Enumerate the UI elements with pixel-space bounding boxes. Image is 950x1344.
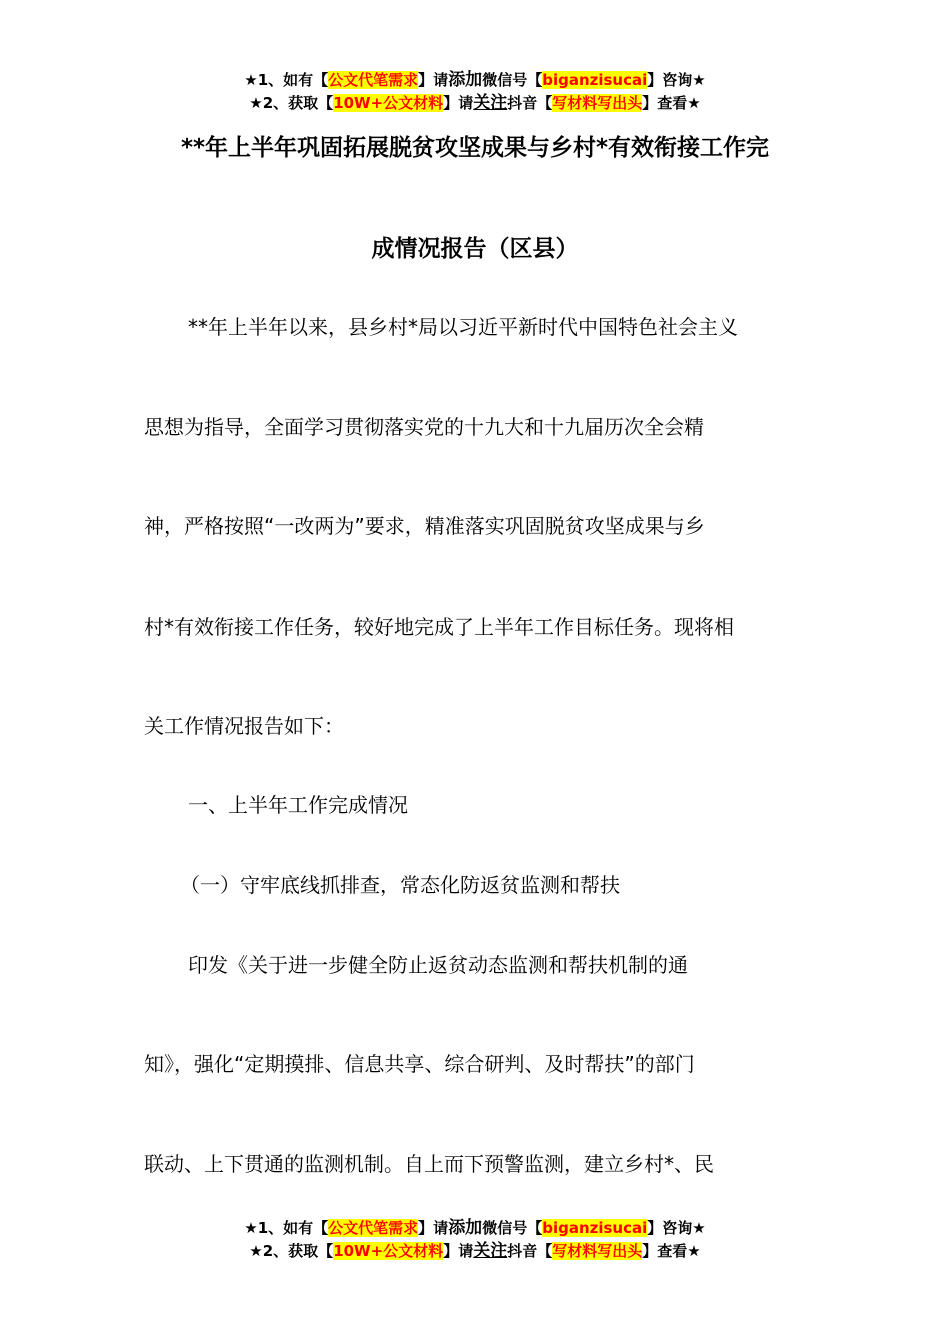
document-title-line-1: **年上半年巩固拓展脱贫攻坚成果与乡村*有效衔接工作完 [180,135,770,161]
banner-text: 】查看★ [642,1242,701,1260]
emphasis-text: 添加 [448,1218,483,1238]
body-line: 联动、上下贯通的监测机制。自上而下预警监测，建立乡村*、民 [144,1152,714,1176]
body-line: 知》，强化“定期摸排、信息共享、综合研判、及时帮扶”的部门 [144,1052,695,1076]
section-heading: 一、上半年工作完成情况 [188,793,408,817]
highlight-text: 公文代笔需求 [328,71,419,89]
emphasis-text: 添加 [448,70,483,90]
banner-text: 微信号【 [482,71,543,89]
banner-text: 抖音【 [507,1242,553,1260]
footer-banner [0,1217,950,1263]
banner-text: 】咨询★ [647,71,706,89]
banner-text: 】查看★ [642,94,701,112]
highlight-text: 10W+公文材料 [333,94,444,112]
banner-text: 】请 [443,1242,474,1260]
highlight-text: 公文代笔需求 [328,1219,419,1237]
banner-text: 】咨询★ [647,1219,706,1237]
banner-line-2 [0,92,950,115]
wechat-id: biganzisucai [542,71,648,89]
douyin-account: 写材料写出头 [552,94,643,112]
emphasis-text: 关注 [473,1241,508,1261]
body-line: 关工作情况报告如下： [144,714,344,738]
banner-text: 微信号【 [482,1219,543,1237]
banner-line-1 [0,69,950,92]
banner-text: 抖音【 [507,94,553,112]
emphasis-text: 关注 [473,93,508,113]
body-line: 神，严格按照“一改两为”要求，精准落实巩固脱贫攻坚成果与乡 [144,514,705,538]
body-line: 印发《关于进一步健全防止返贫动态监测和帮扶机制的通 [188,953,688,977]
body-line: **年上半年以来，县乡村*局以习近平新时代中国特色社会主义 [188,315,738,339]
banner-text: 】请 [418,1219,449,1237]
banner-text: ★1、如有【 [244,71,329,89]
banner-line-1 [0,1217,950,1240]
header-banner [0,69,950,115]
wechat-id: biganzisucai [542,1219,648,1237]
banner-text: ★2、获取【 [249,94,334,112]
banner-text: ★2、获取【 [249,1242,334,1260]
banner-text: 】请 [418,71,449,89]
highlight-text: 10W+公文材料 [333,1242,444,1260]
banner-line-2 [0,1240,950,1263]
body-line: 思想为指导，全面学习贯彻落实党的十九大和十九届历次全会精 [144,415,704,439]
banner-text: ★1、如有【 [244,1219,329,1237]
banner-text: 】请 [443,94,474,112]
document-title-line-2: 成情况报告（区县） [371,236,579,262]
subsection-heading: （一）守牢底线抓排查，常态化防返贫监测和帮扶 [180,873,620,897]
douyin-account: 写材料写出头 [552,1242,643,1260]
body-line: 村*有效衔接工作任务，较好地完成了上半年工作目标任务。现将相 [144,615,734,639]
